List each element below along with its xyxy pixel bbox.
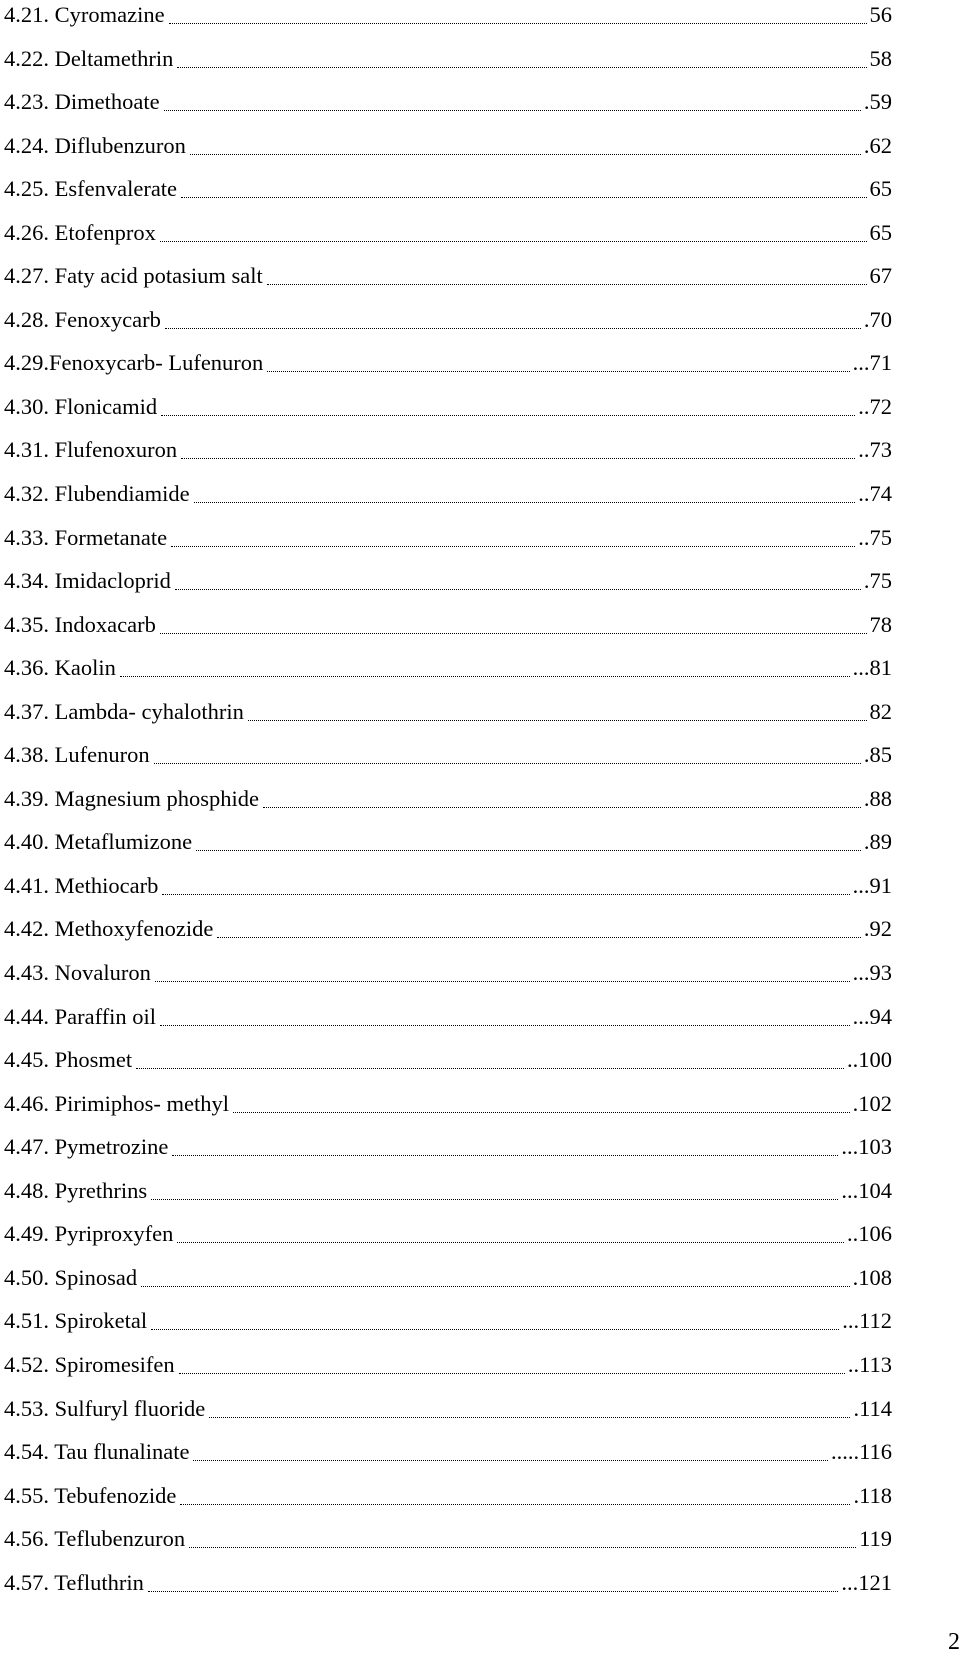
toc-entry-label: 4.50. Spinosad [4, 1264, 138, 1290]
toc-entry-page: .62 [863, 132, 892, 158]
toc-entry-page: ..72 [858, 393, 892, 419]
toc-entry-label: 4.29.Fenoxycarb- Lufenuron [4, 350, 264, 376]
toc-leader [141, 1285, 849, 1287]
toc-entry-page: .89 [863, 829, 892, 855]
toc-entry-page: ...93 [852, 960, 892, 986]
toc-entry [4, 1045, 952, 1089]
toc-entry-page: ..75 [858, 524, 892, 550]
toc-entry-label: 4.38. Lufenuron [4, 742, 150, 768]
toc-entry-page: ...91 [852, 872, 892, 898]
toc-entry-page: ...94 [852, 1003, 892, 1029]
toc-entry-label: 4.25. Esfenvalerate [4, 176, 178, 202]
toc-entry-page: 82 [869, 698, 892, 724]
toc-entry-page: .70 [863, 306, 892, 332]
toc-entry-page: .59 [863, 89, 892, 115]
toc-leader [161, 414, 855, 416]
toc-leader [181, 457, 855, 459]
toc-entry-label: 4.31. Flufenoxuron [4, 437, 178, 463]
toc-leader [180, 1503, 850, 1505]
toc-entry-page: 56 [869, 2, 892, 27]
toc-entry [4, 914, 952, 958]
toc-entry [4, 871, 952, 915]
toc-leader [151, 1198, 838, 1200]
toc-entry-label: 4.24. Diflubenzuron [4, 132, 186, 158]
toc-entry [4, 827, 952, 871]
toc-leader [209, 1416, 850, 1418]
toc-entry-label: 4.37. Lambda- cyhalothrin [4, 698, 244, 724]
toc-leader [233, 1111, 850, 1113]
toc-entry-label: 4.28. Fenoxycarb [4, 306, 161, 332]
toc-entry [4, 392, 952, 436]
toc-entry-label: 4.54. Tau flunalinate [4, 1439, 190, 1465]
toc-entry [4, 784, 952, 828]
toc-leader [263, 806, 861, 808]
toc-entry [4, 0, 952, 44]
toc-entry [4, 1089, 952, 1133]
toc-entry [4, 523, 952, 567]
toc-entry [4, 740, 952, 784]
toc-entry-page: ..74 [858, 481, 892, 507]
toc-entry-page: ..106 [847, 1221, 892, 1247]
toc-entry [4, 87, 952, 131]
toc-leader [267, 370, 849, 372]
toc-entry-page: ...104 [841, 1177, 892, 1203]
toc-entry-page: .88 [863, 785, 892, 811]
toc-entry [4, 479, 952, 523]
toc-entry-label: 4.27. Faty acid potasium salt [4, 263, 263, 289]
toc-leader [181, 196, 866, 198]
toc-entry-page: .75 [863, 568, 892, 594]
toc-entry [4, 348, 952, 392]
toc-entry-page: 78 [869, 611, 892, 637]
toc-entry [4, 1568, 952, 1612]
toc-entry-label: 4.45. Phosmet [4, 1047, 133, 1073]
toc-entry-page: .114 [853, 1395, 892, 1421]
toc-entry-label: 4.23. Dimethoate [4, 89, 160, 115]
toc-leader [155, 980, 850, 982]
toc-entry-page: ...71 [852, 350, 892, 376]
toc-entry-label: 4.52. Spiromesifen [4, 1351, 175, 1377]
toc-entry-page: ...103 [841, 1134, 892, 1160]
toc-entry-page: .118 [853, 1482, 892, 1508]
toc-entry-page: 67 [869, 263, 892, 289]
toc-entry-label: 4.33. Formetanate [4, 524, 168, 550]
toc-entry-label: 4.30. Flonicamid [4, 393, 158, 419]
toc-entry-page: ...121 [841, 1569, 892, 1595]
toc-leader [196, 849, 861, 851]
toc-entry-page: ...112 [842, 1308, 892, 1334]
toc-entry [4, 1263, 952, 1307]
toc-entry [4, 44, 952, 88]
toc-entry [4, 1481, 952, 1525]
toc-entry-page: 65 [869, 219, 892, 245]
toc-entry-page: .92 [863, 916, 892, 942]
toc-entry-label: 4.49. Pyriproxyfen [4, 1221, 174, 1247]
toc-leader [267, 283, 867, 285]
toc-leader [148, 1590, 839, 1592]
toc-entry [4, 1306, 952, 1350]
toc-entry [4, 305, 952, 349]
toc-leader [177, 1241, 844, 1243]
toc-leader [179, 1372, 845, 1374]
toc-entry [4, 1394, 952, 1438]
toc-entry-label: 4.46. Pirimiphos- methyl [4, 1090, 229, 1116]
toc-leader [160, 632, 867, 634]
toc-entry-page: .....116 [830, 1439, 892, 1465]
toc-entry [4, 1176, 952, 1220]
toc-entry-page: .102 [852, 1090, 892, 1116]
toc-entry-label: 4.55. Tebufenozide [4, 1482, 177, 1508]
table-of-contents [4, 0, 952, 1611]
toc-entry [4, 435, 952, 479]
toc-entry-label: 4.39. Magnesium phosphide [4, 785, 259, 811]
toc-leader [162, 893, 849, 895]
toc-entry-label: 4.42. Methoxyfenozide [4, 916, 214, 942]
page-number: 2 [948, 1629, 960, 1655]
toc-entry-label: 4.48. Pyrethrins [4, 1177, 148, 1203]
toc-entry [4, 174, 952, 218]
toc-entry-label: 4.53. Sulfuryl fluoride [4, 1395, 206, 1421]
toc-leader [169, 22, 867, 24]
toc-leader [172, 1154, 838, 1156]
toc-entry [4, 1524, 952, 1568]
toc-leader [120, 675, 850, 677]
toc-entry-label: 4.32. Flubendiamide [4, 481, 190, 507]
toc-entry [4, 1350, 952, 1394]
toc-leader [164, 109, 861, 111]
toc-leader [160, 1024, 850, 1026]
toc-entry-page: .85 [863, 742, 892, 768]
toc-entry-label: 4.41. Methiocarb [4, 872, 159, 898]
toc-leader [189, 1546, 856, 1548]
toc-leader [160, 240, 867, 242]
toc-entry-page: ..100 [847, 1047, 892, 1073]
toc-leader [190, 153, 861, 155]
toc-entry-page: ...81 [852, 655, 892, 681]
toc-leader [165, 327, 861, 329]
toc-entry [4, 610, 952, 654]
toc-entry [4, 697, 952, 741]
toc-entry-label: 4.57. Tefluthrin [4, 1569, 144, 1595]
toc-entry [4, 261, 952, 305]
toc-leader [193, 1459, 827, 1461]
toc-entry [4, 218, 952, 262]
toc-entry-label: 4.40. Metaflumizone [4, 829, 193, 855]
toc-entry [4, 1132, 952, 1176]
toc-entry-page: .108 [852, 1264, 892, 1290]
toc-entry-label: 4.56. Teflubenzuron [4, 1526, 186, 1552]
toc-entry [4, 566, 952, 610]
toc-leader [217, 936, 861, 938]
toc-entry-page: 65 [869, 176, 892, 202]
toc-entry [4, 131, 952, 175]
toc-entry [4, 1002, 952, 1046]
toc-leader [175, 588, 861, 590]
toc-leader [194, 501, 856, 503]
toc-entry-label: 4.47. Pymetrozine [4, 1134, 169, 1160]
toc-entry-page: 58 [869, 45, 892, 71]
toc-entry-label: 4.26. Etofenprox [4, 219, 156, 245]
toc-leader [136, 1067, 844, 1069]
toc-entry-page: ..113 [847, 1351, 892, 1377]
toc-entry-label: 4.43. Novaluron [4, 960, 151, 986]
toc-entry-label: 4.34. Imidacloprid [4, 568, 171, 594]
toc-entry-page: ..73 [858, 437, 892, 463]
toc-entry-label: 4.22. Deltamethrin [4, 45, 174, 71]
toc-entry-page: 119 [859, 1526, 892, 1552]
toc-entry [4, 1437, 952, 1481]
toc-leader [171, 545, 855, 547]
toc-entry-label: 4.36. Kaolin [4, 655, 116, 681]
toc-entry-label: 4.51. Spiroketal [4, 1308, 148, 1334]
toc-entry-label: 4.35. Indoxacarb [4, 611, 156, 637]
toc-entry [4, 958, 952, 1002]
toc-leader [177, 66, 866, 68]
toc-leader [248, 719, 867, 721]
toc-entry [4, 1219, 952, 1263]
toc-leader [151, 1328, 839, 1330]
toc-entry-label: 4.44. Paraffin oil [4, 1003, 157, 1029]
toc-leader [154, 762, 861, 764]
toc-entry [4, 653, 952, 697]
toc-entry-label: 4.21. Cyromazine [4, 2, 165, 27]
